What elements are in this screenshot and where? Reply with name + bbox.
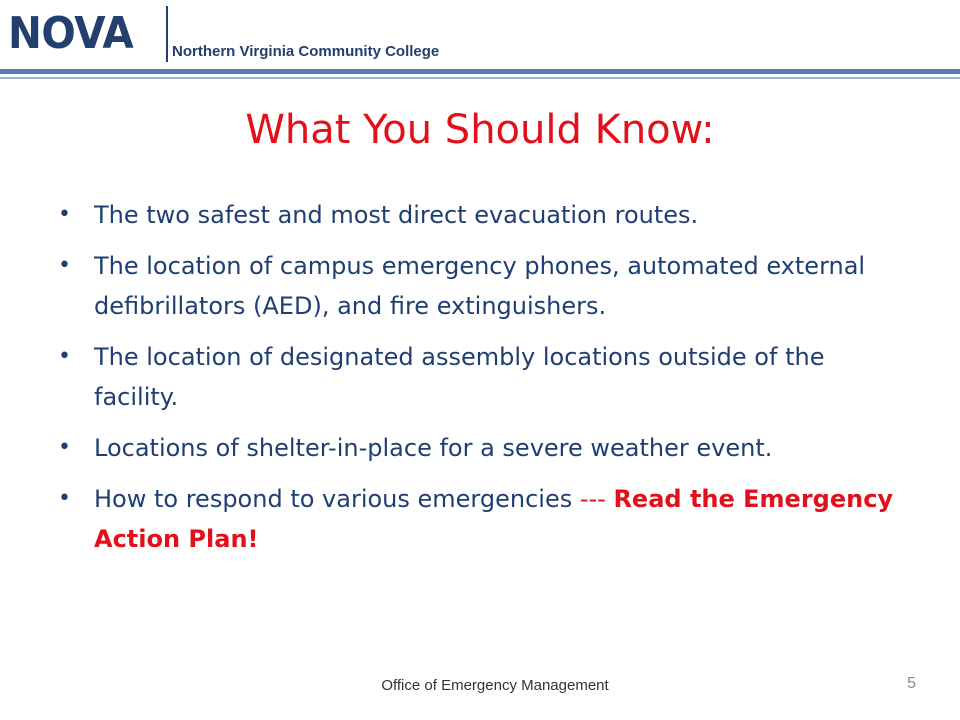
bullet-item-shelter-in-place bbox=[58, 428, 908, 468]
footer-department: Office of Emergency Management bbox=[381, 677, 609, 694]
bullet-text: The two safest and most direct evacuation routes. bbox=[94, 201, 699, 229]
header-rule-thin bbox=[0, 77, 960, 79]
emergency-plan-emphasis: Read the Emergency Action Plan! bbox=[94, 485, 894, 553]
page-number: 5 bbox=[907, 675, 916, 692]
logo-divider bbox=[166, 6, 168, 62]
bullet-text: The location of campus emergency phones, automated external defibrillators (AED), and fire extinguishers. bbox=[94, 252, 866, 320]
nova-logo: NOVA bbox=[8, 8, 134, 59]
bullet-item-emergency-equipment bbox=[58, 246, 908, 326]
bullet-text: Locations of shelter-in-place for a severe weather event. bbox=[94, 434, 773, 462]
bullet-item-emergency-response bbox=[58, 479, 908, 559]
bullet-icon: • bbox=[58, 435, 71, 460]
bullet-item-evacuation-routes bbox=[58, 195, 908, 235]
bullet-icon: • bbox=[58, 202, 71, 227]
header-rule bbox=[0, 69, 960, 74]
bullet-icon: • bbox=[58, 253, 71, 278]
bullet-text: The location of designated assembly locations outside of the facility. bbox=[94, 343, 825, 411]
bullet-text: How to respond to various emergencies bbox=[94, 485, 580, 513]
bullet-icon: • bbox=[58, 344, 71, 369]
bullet-item-assembly-locations bbox=[58, 337, 908, 417]
college-name: Northern Virginia Community College bbox=[172, 43, 440, 60]
slide-title: What You Should Know: bbox=[245, 107, 715, 153]
bullet-list bbox=[58, 195, 908, 570]
bullet-icon: • bbox=[58, 486, 71, 511]
bullet-dashes: --- bbox=[579, 485, 614, 513]
